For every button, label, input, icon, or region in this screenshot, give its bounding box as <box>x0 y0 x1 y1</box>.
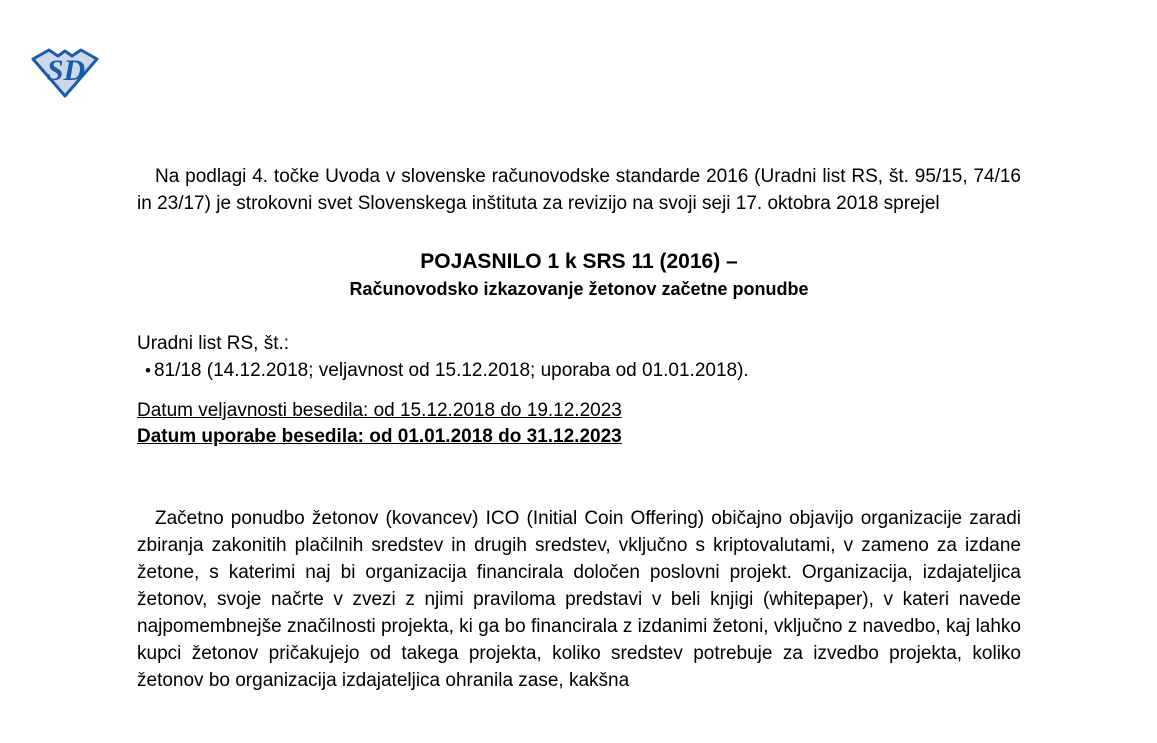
body-paragraph: Začetno ponudbo žetonov (kovancev) ICO (Initial Coin Offering) običajno objavijo organizacije zaradi zbiranja zakonitih plačilnih sredstev in drugih sredstev, vključno s kriptovalutami, v zameno za izdane žetone, s katerimi naj bi organizacija financirala določen poslovni projekt. Organizacija, izdajateljica žetonov, svoje načrte v zvezi z njimi praviloma predstavi v beli knjigi (whitepaper), v kateri navede najpomembnejše značilnosti projekta, ki ga bo financirala z izdanimi žetoni, vključno z navedbo, kaj lahko kupci žetonov pričakujejo od takega projekta, koliko sredstev potrebuje za izvedbo projekta, koliko žetonov bo organizacija izdajateljica ohranila zase, kakšna <box>137 508 1021 691</box>
gazette-heading: Uradni list RS, št.: <box>137 333 290 354</box>
document-content <box>137 163 1021 694</box>
title-block <box>137 246 1021 302</box>
sd-institute-logo-icon <box>30 47 100 99</box>
gazette-list-item <box>137 357 1021 384</box>
usage-date-line: Datum uporabe besedila: od 01.01.2018 do 31.12.2023 <box>137 426 622 447</box>
document-title: POJASNILO 1 k SRS 11 (2016) – <box>420 250 738 273</box>
gazette-item-text: 81/18 (14.12.2018; veljavnost od 15.12.2018; uporaba od 01.01.2018). <box>153 360 749 381</box>
validity-section <box>137 398 1021 450</box>
intro-paragraph: Na podlagi 4. točke Uvoda v slovenske računovodske standarde 2016 (Uradni list RS, št. 95/15, 74/16 in 23/17) je strokovni svet Slovenskega inštituta za revizijo na svoji seji 17. oktobra 2018 sprejel <box>137 166 1021 214</box>
bullet-icon: • <box>145 361 151 380</box>
gazette-section <box>137 330 1021 384</box>
validity-date-line: Datum veljavnosti besedila: od 15.12.2018 do 19.12.2023 <box>137 400 622 421</box>
svg-text:SD: SD <box>46 54 86 87</box>
document-subtitle: Računovodsko izkazovanje žetonov začetne ponudbe <box>349 279 809 299</box>
